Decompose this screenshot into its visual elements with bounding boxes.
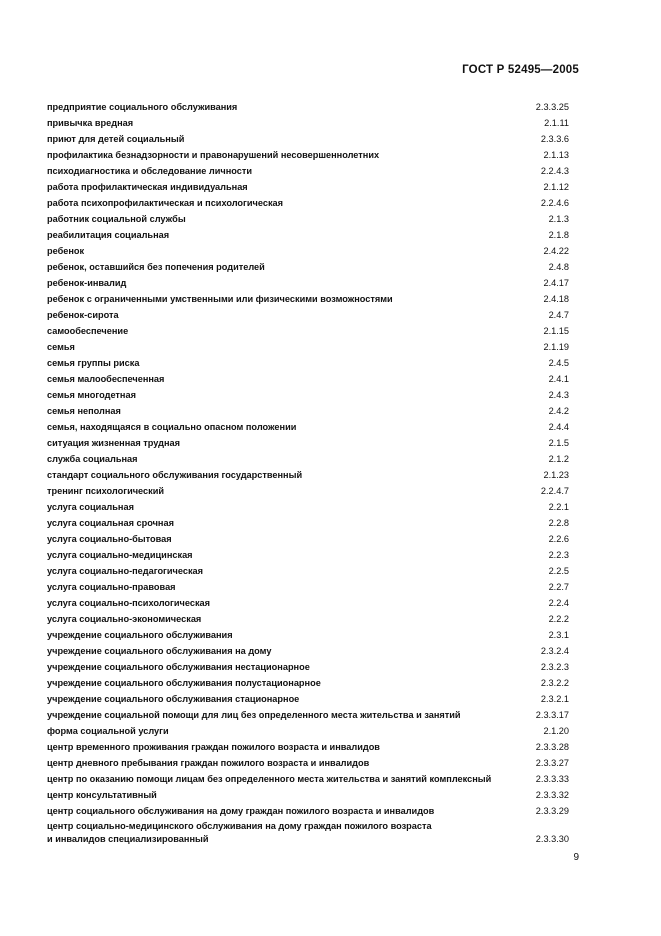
index-term: учреждение социального обслуживания полустационарное [47,678,321,688]
index-reference: 2.1.15 [543,326,569,336]
index-reference: 2.1.12 [543,182,569,192]
index-term: услуга социальная срочная [47,518,174,528]
index-reference: 2.4.7 [548,310,569,320]
index-reference: 2.1.23 [543,470,569,480]
document-header: ГОСТ Р 52495—2005 [462,64,579,76]
index-term: центр социально-медицинского обслуживания на дому граждан пожилого возраста и инвалидов специализированный [47,821,432,844]
index-entry [47,626,569,642]
index-term: ребенок-инвалид [47,278,127,288]
index-entry [47,562,569,578]
index-entry [47,226,569,242]
index-term: работа профилактическая индивидуальная [47,182,248,192]
index-entry [47,322,569,338]
index-entry [47,450,569,466]
index-reference: 2.4.8 [548,262,569,272]
index-entry [47,258,569,274]
index-reference: 2.3.3.33 [535,774,569,784]
index-reference: 2.3.3.25 [535,102,569,112]
index-reference: 2.4.22 [543,246,569,256]
index-entry [47,338,569,354]
index-reference: 2.3.3.30 [535,834,569,844]
index-term: услуга социально-педагогическая [47,566,204,576]
index-entry [47,706,569,722]
index-term: центр социального обслуживания на дому граждан пожилого возраста и инвалидов [47,806,435,816]
index-term: предприятие социального обслуживания [47,102,238,112]
index-reference: 2.2.4.3 [540,166,569,176]
index-term: услуга социальная [47,502,134,512]
index-reference: 2.2.4 [548,598,569,608]
index-reference: 2.4.18 [543,294,569,304]
index-term: ребенок-сирота [47,310,119,320]
index-reference: 2.4.1 [548,374,569,384]
index-entry [47,578,569,594]
index-term: семья, находящаяся в социально опасном положении [47,422,297,432]
index-term: центр по оказанию помощи лицам без определенного места жительства и занятий комплексный [47,774,492,784]
index-term: работа психопрофилактическая и психологическая [47,198,284,208]
index-term: семья малообеспеченная [47,374,165,384]
index-reference: 2.3.3.17 [535,710,569,720]
index-term: приют для детей социальный [47,134,185,144]
index-entry [47,146,569,162]
index-reference: 2.1.8 [548,230,569,240]
index-reference: 2.1.20 [543,726,569,736]
index-term: центр дневного пребывания граждан пожилого возраста и инвалидов [47,758,370,768]
index-term: услуга социально-медицинская [47,550,193,560]
index-term: учреждение социального обслуживания стационарное [47,694,300,704]
index-entry [47,354,569,370]
index-entry [47,594,569,610]
index-term: центр временного проживания граждан пожилого возраста и инвалидов [47,742,380,752]
index-term: ребенок [47,246,85,256]
index-entry [47,290,569,306]
index-term: ребенок с ограниченными умственными или физическими возможностями [47,294,393,304]
index-term: форма социальной услуги [47,726,169,736]
index-reference: 2.2.5 [548,566,569,576]
index-entry [47,722,569,738]
index-term: услуга социально-психологическая [47,598,211,608]
index-entry [47,658,569,674]
index-entry [47,194,569,210]
index-reference: 2.4.4 [548,422,569,432]
index-reference: 2.3.3.29 [535,806,569,816]
index-entry [47,642,569,658]
index-reference: 2.2.4.7 [540,486,569,496]
index-reference: 2.1.3 [548,214,569,224]
index-reference: 2.1.11 [544,118,569,128]
index-entry [47,242,569,258]
index-entry [47,130,569,146]
index-term: семья неполная [47,406,121,416]
index-reference: 2.2.8 [548,518,569,528]
index-term: семья группы риска [47,358,140,368]
index-reference: 2.2.4.6 [540,198,569,208]
index-entry [47,786,569,802]
index-entry [47,738,569,754]
index-reference: 2.1.5 [548,438,569,448]
index-reference: 2.3.3.6 [540,134,569,144]
index-term: ребенок, оставшийся без попечения родителей [47,262,265,272]
index-term: привычка вредная [47,118,134,128]
index-entry [47,690,569,706]
index-entry [47,546,569,562]
index-term: учреждение социальной помощи для лиц без определенного места жительства и занятий [47,710,461,720]
index-term: услуга социально-правовая [47,582,176,592]
index-reference: 2.2.1 [548,502,569,512]
index-entry [47,770,569,786]
index-entry [47,386,569,402]
index-reference: 2.2.2 [548,614,569,624]
index-reference: 2.4.5 [548,358,569,368]
index-entry [47,98,569,114]
index-reference: 2.2.7 [548,582,569,592]
index-term: самообеспечение [47,326,129,336]
index-term: услуга социально-экономическая [47,614,202,624]
index-reference: 2.3.1 [548,630,569,640]
index-reference: 2.3.3.27 [535,758,569,768]
index-entry [47,802,569,818]
index-entry [47,402,569,418]
index-term: услуга социально-бытовая [47,534,172,544]
index-term: реабилитация социальная [47,230,170,240]
index-reference: 2.3.2.4 [540,646,569,656]
index-term: ситуация жизненная трудная [47,438,181,448]
index-entry [47,114,569,130]
index-entry [47,370,569,386]
index-term: учреждение социального обслуживания [47,630,233,640]
index-entry [47,530,569,546]
index-entry [47,178,569,194]
index-entry [47,754,569,770]
index-term: стандарт социального обслуживания государственный [47,470,303,480]
alphabetical-index [47,98,569,846]
index-entry [47,466,569,482]
index-entry [47,674,569,690]
index-entry [47,498,569,514]
index-reference: 2.4.3 [548,390,569,400]
index-term: учреждение социального обслуживания нестационарное [47,662,310,672]
index-term: семья многодетная [47,390,136,400]
index-reference: 2.3.3.32 [535,790,569,800]
index-term: психодиагностика и обследование личности [47,166,253,176]
index-entry [47,210,569,226]
index-reference: 2.1.2 [548,454,569,464]
index-term: центр консультативный [47,790,157,800]
index-entry [47,306,569,322]
index-term: служба социальная [47,454,138,464]
index-reference: 2.2.3 [548,550,569,560]
index-reference: 2.3.2.3 [540,662,569,672]
index-term: учреждение социального обслуживания на дому [47,646,272,656]
index-entry [47,818,569,846]
index-entry [47,434,569,450]
index-term: тренинг психологический [47,486,165,496]
index-reference: 2.1.19 [543,342,569,352]
index-entry [47,514,569,530]
page-number: 9 [573,852,579,863]
index-entry [47,162,569,178]
index-term: профилактика безнадзорности и правонарушений несовершеннолетних [47,150,380,160]
index-reference: 2.4.17 [543,278,569,288]
index-term: работник социальной службы [47,214,186,224]
index-reference: 2.3.3.28 [535,742,569,752]
index-term: семья [47,342,75,352]
index-entry [47,274,569,290]
index-reference: 2.2.6 [548,534,569,544]
index-reference: 2.4.2 [548,406,569,416]
index-reference: 2.3.2.1 [540,694,569,704]
index-reference: 2.1.13 [543,150,569,160]
index-entry [47,418,569,434]
index-entry [47,610,569,626]
index-entry [47,482,569,498]
index-reference: 2.3.2.2 [540,678,569,688]
